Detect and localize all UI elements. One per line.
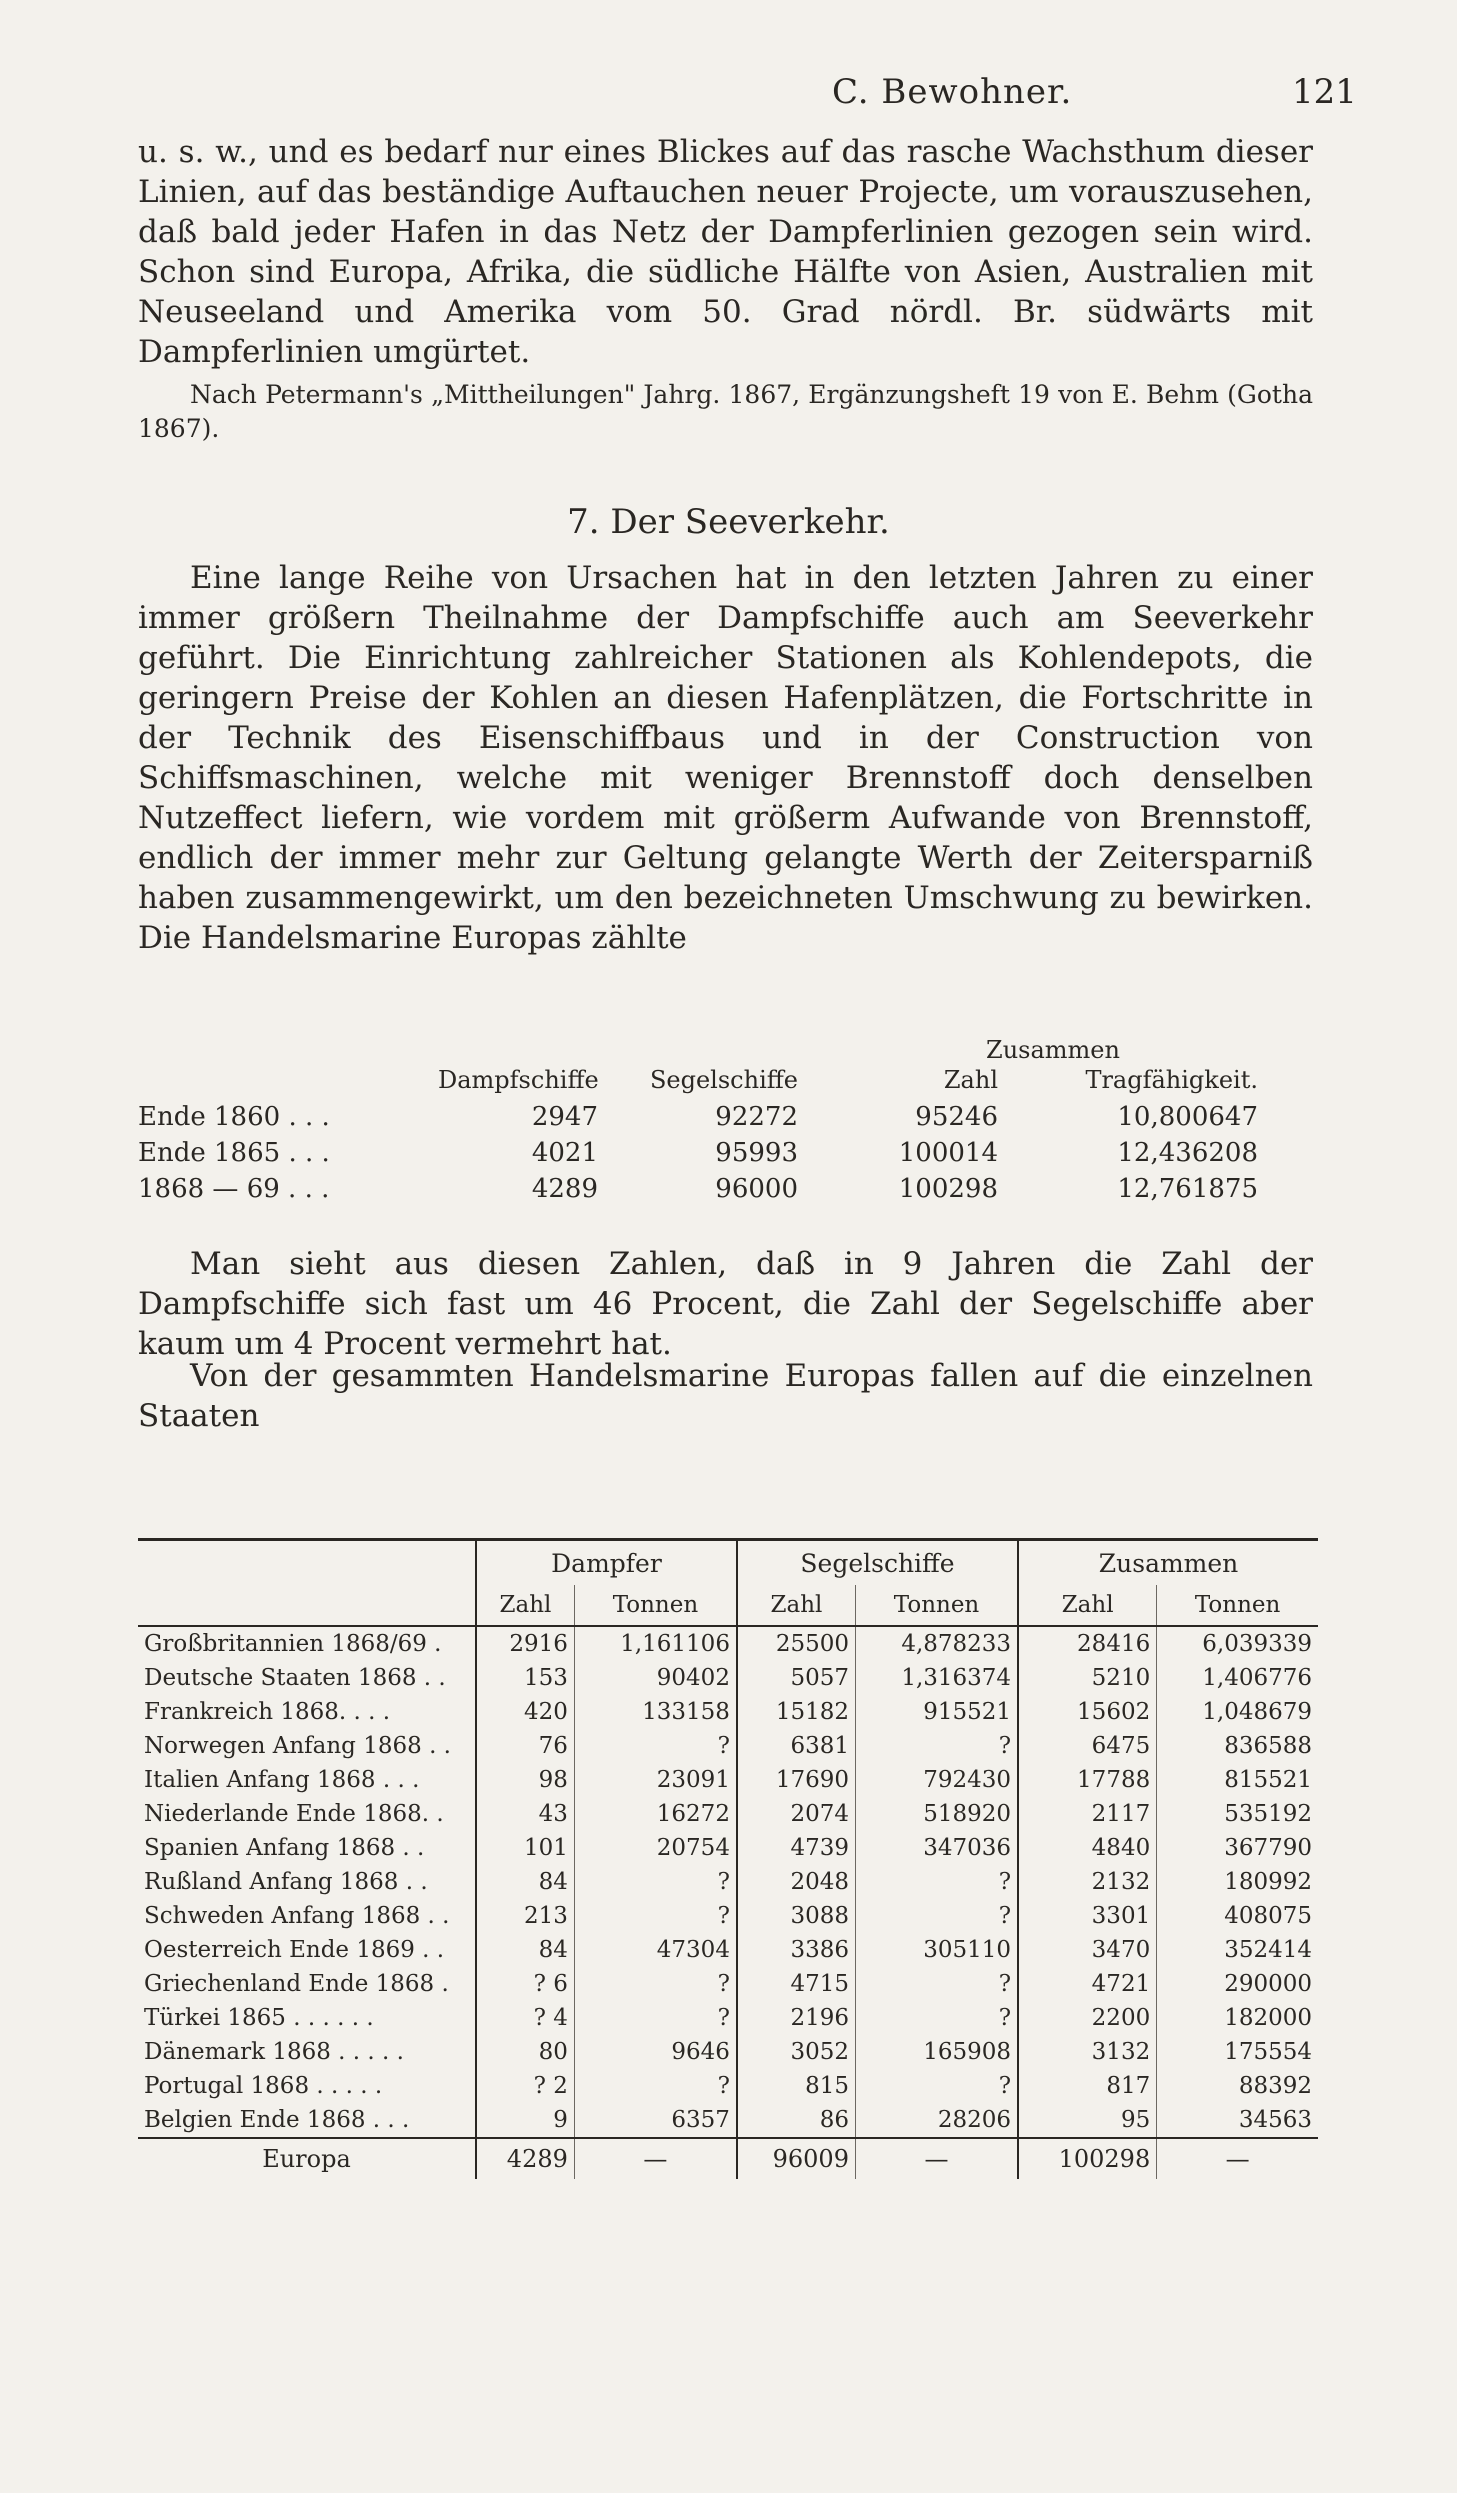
footer-total-count: 100298 (1018, 2138, 1157, 2179)
group-header-steamers: Dampfer (476, 1540, 737, 1586)
summary-row (138, 1174, 1313, 1210)
sail-count: 86 (737, 2103, 856, 2138)
summary-header-capacity: Tragfähigkeit. (1085, 1066, 1258, 1094)
total-count: 17788 (1018, 1763, 1157, 1797)
steam-tons: 23091 (574, 1763, 737, 1797)
total-tons: 182000 (1157, 2001, 1318, 2035)
steam-count: 153 (476, 1661, 574, 1695)
running-head: C. Bewohner. (832, 72, 1073, 112)
sail-tons: ? (855, 1899, 1018, 1933)
steam-count: 76 (476, 1729, 574, 1763)
country-label: Deutsche Staaten 1868 . . (144, 1665, 446, 1691)
steam-tons: ? (574, 1729, 737, 1763)
country-label: Frankreich 1868. . . . (144, 1699, 391, 1725)
country-label: Italien Anfang 1868 . . . (144, 1767, 420, 1793)
steam-tons: ? (574, 1967, 737, 2001)
subheader-tons: Tonnen (1157, 1585, 1318, 1626)
steam-count: 84 (476, 1865, 574, 1899)
summary-sail: 92272 (715, 1102, 798, 1132)
country-label: Norwegen Anfang 1868 . . (144, 1733, 451, 1759)
steam-tons: 47304 (574, 1933, 737, 1967)
page-header (0, 72, 1457, 122)
total-count: 2200 (1018, 2001, 1157, 2035)
steam-count: ? 2 (476, 2069, 574, 2103)
steam-count: 2916 (476, 1626, 574, 1661)
steam-count: 9 (476, 2103, 574, 2138)
sail-count: 3052 (737, 2035, 856, 2069)
total-count: 15602 (1018, 1695, 1157, 1729)
paragraph-conclusion: Man sieht aus diesen Zahlen, daß in 9 Jahren die Zahl der Dampfschiffe sich fast um 46 Procent, die Zahl der Segelschiffe aber kaum um 4 Procent vermehrt hat. (138, 1246, 1313, 1362)
summary-capacity: 12,436208 (1117, 1138, 1258, 1168)
table-row (138, 1865, 1318, 1899)
sail-tons: ? (855, 2069, 1018, 2103)
sail-count: 6381 (737, 1729, 856, 1763)
table-row (138, 1933, 1318, 1967)
sail-tons: 347036 (855, 1831, 1018, 1865)
total-tons: 290000 (1157, 1967, 1318, 2001)
subheader-count: Zahl (476, 1585, 574, 1626)
total-tons: 408075 (1157, 1899, 1318, 1933)
footer-steam-count: 4289 (476, 2138, 574, 2179)
country-label: Portugal 1868 . . . . . (144, 2073, 383, 2099)
subheader-tons: Tonnen (574, 1585, 737, 1626)
steam-tons: 6357 (574, 2103, 737, 2138)
total-count: 3470 (1018, 1933, 1157, 1967)
country-label: Türkei 1865 . . . . . . (144, 2005, 374, 2031)
group-header-total: Zusammen (1018, 1540, 1318, 1586)
sail-count: 17690 (737, 1763, 856, 1797)
steam-tons: ? (574, 1899, 737, 1933)
total-tons: 836588 (1157, 1729, 1318, 1763)
steam-tons: ? (574, 1865, 737, 1899)
footer-sail-count: 96009 (737, 2138, 856, 2179)
summary-capacity: 12,761875 (1117, 1174, 1258, 1204)
steam-tons: 90402 (574, 1661, 737, 1695)
group-header-sailing: Segelschiffe (737, 1540, 1018, 1586)
summary-header-sail: Segelschiffe (649, 1066, 798, 1094)
total-tons: 535192 (1157, 1797, 1318, 1831)
total-count: 95 (1018, 2103, 1157, 2138)
subheader-count: Zahl (737, 1585, 856, 1626)
footer-total-tons: — (1157, 2138, 1318, 2179)
section-heading: 7. Der Seeverkehr. (567, 502, 890, 542)
total-count: 2117 (1018, 1797, 1157, 1831)
table-row (138, 1899, 1318, 1933)
table-row (138, 2035, 1318, 2069)
sail-tons: 518920 (855, 1797, 1018, 1831)
sail-count: 3088 (737, 1899, 856, 1933)
sail-tons: ? (855, 1865, 1018, 1899)
table-row (138, 1797, 1318, 1831)
table-row (138, 1831, 1318, 1865)
sail-tons: 4,878233 (855, 1626, 1018, 1661)
sail-tons: 792430 (855, 1763, 1018, 1797)
summary-header-steam: Dampfschiffe (438, 1066, 599, 1094)
steam-tons: ? (574, 2069, 737, 2103)
total-tons: 1,048679 (1157, 1695, 1318, 1729)
total-count: 817 (1018, 2069, 1157, 2103)
total-tons: 815521 (1157, 1763, 1318, 1797)
summary-sail: 96000 (715, 1174, 798, 1204)
country-label: Dänemark 1868 . . . . . (144, 2039, 404, 2065)
steam-count: 84 (476, 1933, 574, 1967)
total-tons: 88392 (1157, 2069, 1318, 2103)
summary-row (138, 1138, 1313, 1174)
table-row (138, 1661, 1318, 1695)
table-row (138, 2103, 1318, 2138)
steam-count: 101 (476, 1831, 574, 1865)
total-count: 3132 (1018, 2035, 1157, 2069)
steam-tons: 133158 (574, 1695, 737, 1729)
sail-count: 2048 (737, 1865, 856, 1899)
subheader-tons: Tonnen (855, 1585, 1018, 1626)
steam-count: ? 4 (476, 2001, 574, 2035)
sail-tons: 305110 (855, 1933, 1018, 1967)
steam-count: 43 (476, 1797, 574, 1831)
sail-tons: ? (855, 1729, 1018, 1763)
table-footer-row (138, 2138, 1318, 2179)
summary-row-label: 1868 — 69 . . . (138, 1174, 330, 1204)
table-row (138, 1967, 1318, 2001)
country-label: Großbritannien 1868/69 . (144, 1631, 442, 1657)
country-label: Oesterreich Ende 1869 . . (144, 1937, 445, 1963)
summary-capacity: 10,800647 (1117, 1102, 1258, 1132)
summary-steam: 2947 (531, 1102, 598, 1132)
total-tons: 367790 (1157, 1831, 1318, 1865)
page-number: 121 (1292, 72, 1357, 112)
sail-count: 15182 (737, 1695, 856, 1729)
total-count: 3301 (1018, 1899, 1157, 1933)
sail-tons: 915521 (855, 1695, 1018, 1729)
sail-tons: ? (855, 1967, 1018, 2001)
country-label: Griechenland Ende 1868 . (144, 1971, 449, 1997)
paragraph-intro-table: Von der gesammten Handelsmarine Europas fallen auf die einzelnen Staaten (138, 1358, 1313, 1434)
sail-tons: 165908 (855, 2035, 1018, 2069)
summary-table (138, 1036, 1313, 1210)
total-tons: 6,039339 (1157, 1626, 1318, 1661)
country-label: Niederlande Ende 1868. . (144, 1801, 444, 1827)
sail-count: 2074 (737, 1797, 856, 1831)
total-tons: 1,406776 (1157, 1661, 1318, 1695)
summary-row-label: Ende 1860 . . . (138, 1102, 330, 1132)
summary-steam: 4289 (531, 1174, 598, 1204)
table-row (138, 1729, 1318, 1763)
table-row (138, 2069, 1318, 2103)
sail-count: 25500 (737, 1626, 856, 1661)
total-count: 2132 (1018, 1865, 1157, 1899)
total-tons: 175554 (1157, 2035, 1318, 2069)
paragraph-seeverkehr: Eine lange Reihe von Ursachen hat in den letzten Jahren zu einer immer größern Theilnahme der Dampfschiffe auch am Seeverkehr geführt. Die Einrichtung zahlreicher Stationen als Kohlendepots, die geringern Preise der Kohlen an diesen Hafenplätzen, die Fortschritte in der Technik des Eisenschiffbaus und in der Construction von Schiffsmaschinen, welche mit weniger Brennstoff doch denselben Nutzeffect liefern, wie vordem mit größerm Aufwande von Brennstoff, endlich der immer mehr zur Geltung gelangte Werth der Zeitersparniß haben zusammengewirkt, um den bezeichneten Umschwung zu bewirken. Die Handelsmarine Europas zählte (138, 560, 1313, 956)
country-label: Schweden Anfang 1868 . . (144, 1903, 450, 1929)
total-count: 4840 (1018, 1831, 1157, 1865)
footer-steam-tons: — (574, 2138, 737, 2179)
steam-count: 420 (476, 1695, 574, 1729)
sail-count: 3386 (737, 1933, 856, 1967)
summary-row (138, 1102, 1313, 1138)
summary-total: 95246 (915, 1102, 998, 1132)
summary-header-together: Zusammen (986, 1036, 1120, 1064)
total-tons: 34563 (1157, 2103, 1318, 2138)
sail-tons: ? (855, 2001, 1018, 2035)
steam-tons: 1,161106 (574, 1626, 737, 1661)
steam-count: 213 (476, 1899, 574, 1933)
summary-total: 100298 (898, 1174, 998, 1204)
summary-total: 100014 (898, 1138, 998, 1168)
footer-sail-tons: — (855, 2138, 1018, 2179)
summary-steam: 4021 (531, 1138, 598, 1168)
sail-count: 4739 (737, 1831, 856, 1865)
total-count: 4721 (1018, 1967, 1157, 2001)
steam-tons: 16272 (574, 1797, 737, 1831)
country-label: Spanien Anfang 1868 . . (144, 1835, 425, 1861)
total-count: 6475 (1018, 1729, 1157, 1763)
country-label: Rußland Anfang 1868 . . (144, 1869, 428, 1895)
summary-header-total: Zahl (943, 1066, 998, 1094)
sail-count: 2196 (737, 2001, 856, 2035)
footer-label: Europa (262, 2145, 351, 2173)
sail-count: 815 (737, 2069, 856, 2103)
table-row (138, 2001, 1318, 2035)
steam-count: 80 (476, 2035, 574, 2069)
summary-row-label: Ende 1865 . . . (138, 1138, 330, 1168)
steam-tons: 9646 (574, 2035, 737, 2069)
steam-tons: ? (574, 2001, 737, 2035)
summary-sail: 95993 (715, 1138, 798, 1168)
fleet-table-body (138, 1626, 1318, 2138)
subheader-count: Zahl (1018, 1585, 1157, 1626)
sail-count: 4715 (737, 1967, 856, 2001)
total-tons: 180992 (1157, 1865, 1318, 1899)
merchant-fleet-table (138, 1538, 1318, 2179)
paragraph-dampferlinien: u. s. w., und es bedarf nur eines Blickes auf das rasche Wachsthum dieser Linien, auf das beständige Auftauchen neuer Projecte, um vorauszusehen, daß bald jeder Hafen in das Netz der Dampferlinien gezogen sein wird. Schon sind Europa, Afrika, die südliche Hälfte von Asien, Australien mit Neuseeland und Amerika vom 50. Grad nördl. Br. südwärts mit Dampferlinien umgürtet. (138, 134, 1313, 370)
total-tons: 352414 (1157, 1933, 1318, 1967)
steam-count: 98 (476, 1763, 574, 1797)
sail-count: 5057 (737, 1661, 856, 1695)
country-label: Belgien Ende 1868 . . . (138, 2103, 476, 2138)
table-row (138, 1763, 1318, 1797)
citation-note: Nach Petermann's „Mittheilungen" Jahrg. 1867, Ergänzungsheft 19 von E. Behm (Gotha 1867). (138, 380, 1313, 443)
total-count: 5210 (1018, 1661, 1157, 1695)
total-count: 28416 (1018, 1626, 1157, 1661)
sail-tons: 28206 (855, 2103, 1018, 2138)
steam-count: ? 6 (476, 1967, 574, 2001)
sail-tons: 1,316374 (855, 1661, 1018, 1695)
table-row (138, 1695, 1318, 1729)
table-row (138, 1626, 1318, 1661)
steam-tons: 20754 (574, 1831, 737, 1865)
